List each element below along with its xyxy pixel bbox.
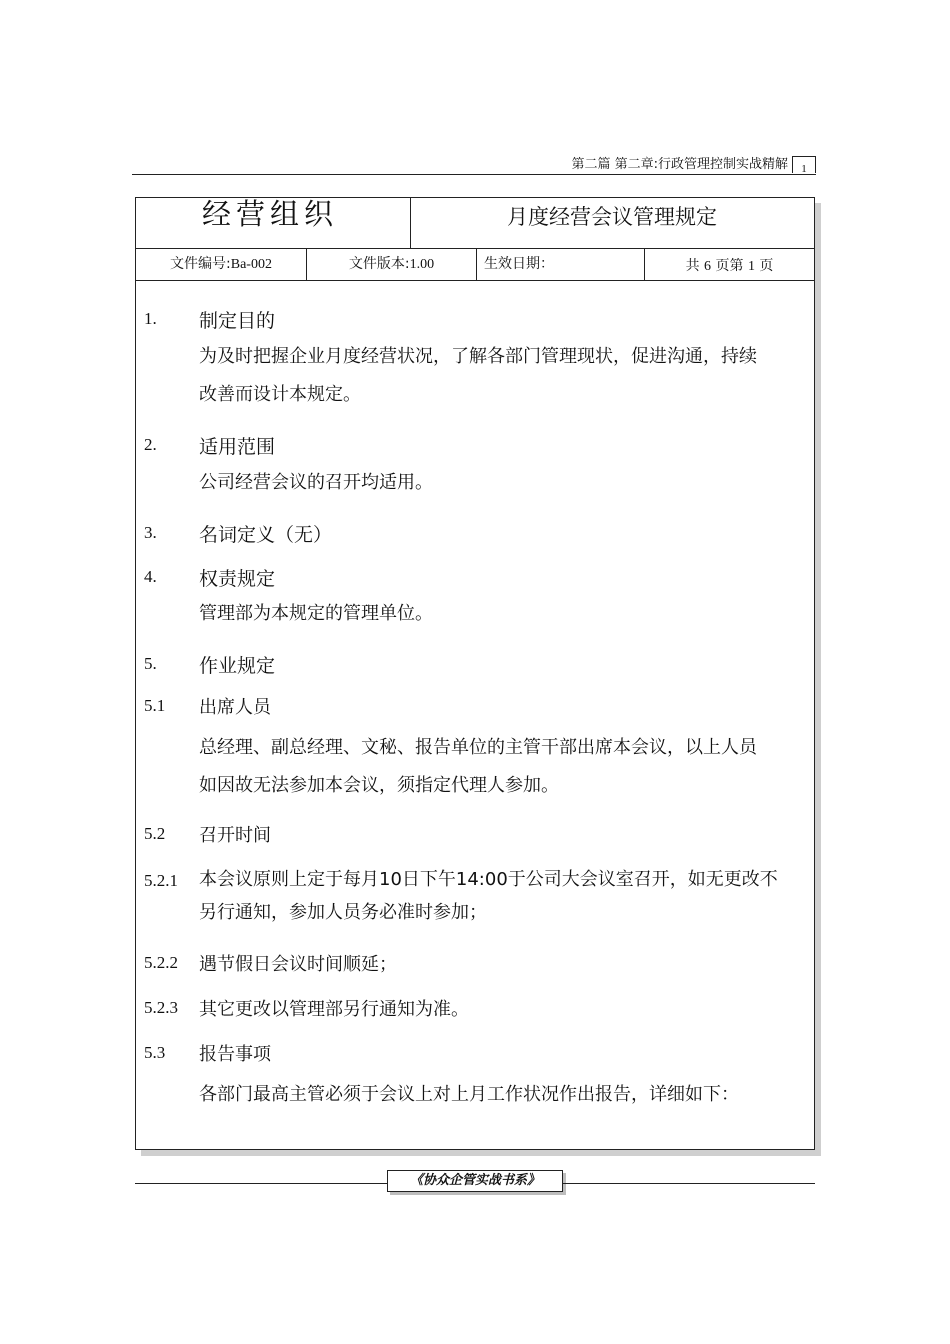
running-header xyxy=(132,156,816,175)
section-number: 5.2 xyxy=(144,824,166,843)
section-heading: 召开时间 xyxy=(199,825,271,846)
meta-row xyxy=(136,248,814,281)
footer-rule-left xyxy=(135,1183,387,1184)
page-mid: 页第 xyxy=(715,258,744,274)
page-current: 1 xyxy=(747,259,755,274)
section-heading: 适用范围 xyxy=(199,436,276,458)
footer xyxy=(135,1170,815,1194)
version-value: 1.00 xyxy=(409,257,435,272)
section-heading: 作业规定 xyxy=(199,655,276,677)
page-count-cell xyxy=(645,248,814,280)
running-header-text: 第二篇 第二章:行政管理控制实战精解 xyxy=(571,157,788,172)
paragraph-line: 各部门最高主管必须于会议上对上月工作状况作出报告，详细如下： xyxy=(199,1084,739,1105)
paragraph-line: 为及时把握企业月度经营状况，了解各部门管理现状，促进沟通，持续 xyxy=(199,346,757,367)
doc-number-cell xyxy=(136,248,307,280)
page-suffix: 页 xyxy=(759,258,774,274)
section-number: 5.2.2 xyxy=(144,953,178,972)
footer-rule-right xyxy=(563,1183,815,1184)
page-total-prefix: 共 xyxy=(685,258,700,274)
section-number: 5.2.3 xyxy=(144,998,178,1017)
paragraph-line: 总经理、副总经理、文秘、报告单位的主管干部出席本会议，以上人员 xyxy=(199,737,757,758)
page-number-box: 1 xyxy=(792,156,816,173)
book-series-label: 《协众企管实战书系》 xyxy=(387,1170,563,1192)
section-heading: 报告事项 xyxy=(199,1044,271,1065)
section-number: 1. xyxy=(144,309,157,328)
section-number: 5.2.1 xyxy=(144,871,178,890)
version-cell xyxy=(307,248,477,280)
section-heading: 权责规定 xyxy=(199,568,276,590)
section-heading: 制定目的 xyxy=(199,310,276,332)
paragraph-line: 另行通知，参加人员务必准时参加； xyxy=(199,902,487,923)
version-label: 文件版本: xyxy=(348,256,410,272)
paragraph-line: 如因故无法参加本会议，须指定代理人参加。 xyxy=(199,775,559,796)
section-text: 其它更改以管理部另行通知为准。 xyxy=(199,999,469,1020)
document-frame xyxy=(135,197,815,1150)
paragraph-line: 公司经营会议的召开均适用。 xyxy=(199,472,433,493)
effective-date-label: 生效日期： xyxy=(484,256,554,272)
organization-name: 经营组织 xyxy=(202,197,339,231)
document-title: 月度经营会议管理规定 xyxy=(507,205,717,229)
section-number: 5.3 xyxy=(144,1043,166,1062)
paragraph-line: 改善而设计本规定。 xyxy=(199,384,361,405)
organization-cell xyxy=(136,198,411,248)
title-row xyxy=(136,198,814,249)
paragraph-line: 管理部为本规定的管理单位。 xyxy=(199,603,433,624)
section-heading: 出席人员 xyxy=(199,697,271,718)
effective-date-cell xyxy=(477,248,645,280)
paragraph-line: 本会议原则上定于每月10日下午14:00于公司大会议室召开，如无更改不 xyxy=(199,869,778,890)
section-number: 5.1 xyxy=(144,696,166,715)
doc-number-label: 文件编号: xyxy=(170,256,231,272)
section-number: 5. xyxy=(144,654,157,673)
section-text: 遇节假日会议时间顺延； xyxy=(199,954,397,975)
section-number: 4. xyxy=(144,567,157,586)
doc-number: Ba-002 xyxy=(230,257,272,272)
page-total: 6 xyxy=(704,259,712,274)
section-number: 3. xyxy=(144,523,157,542)
section-heading: 名词定义（无） xyxy=(199,524,333,546)
section-number: 2. xyxy=(144,435,157,454)
